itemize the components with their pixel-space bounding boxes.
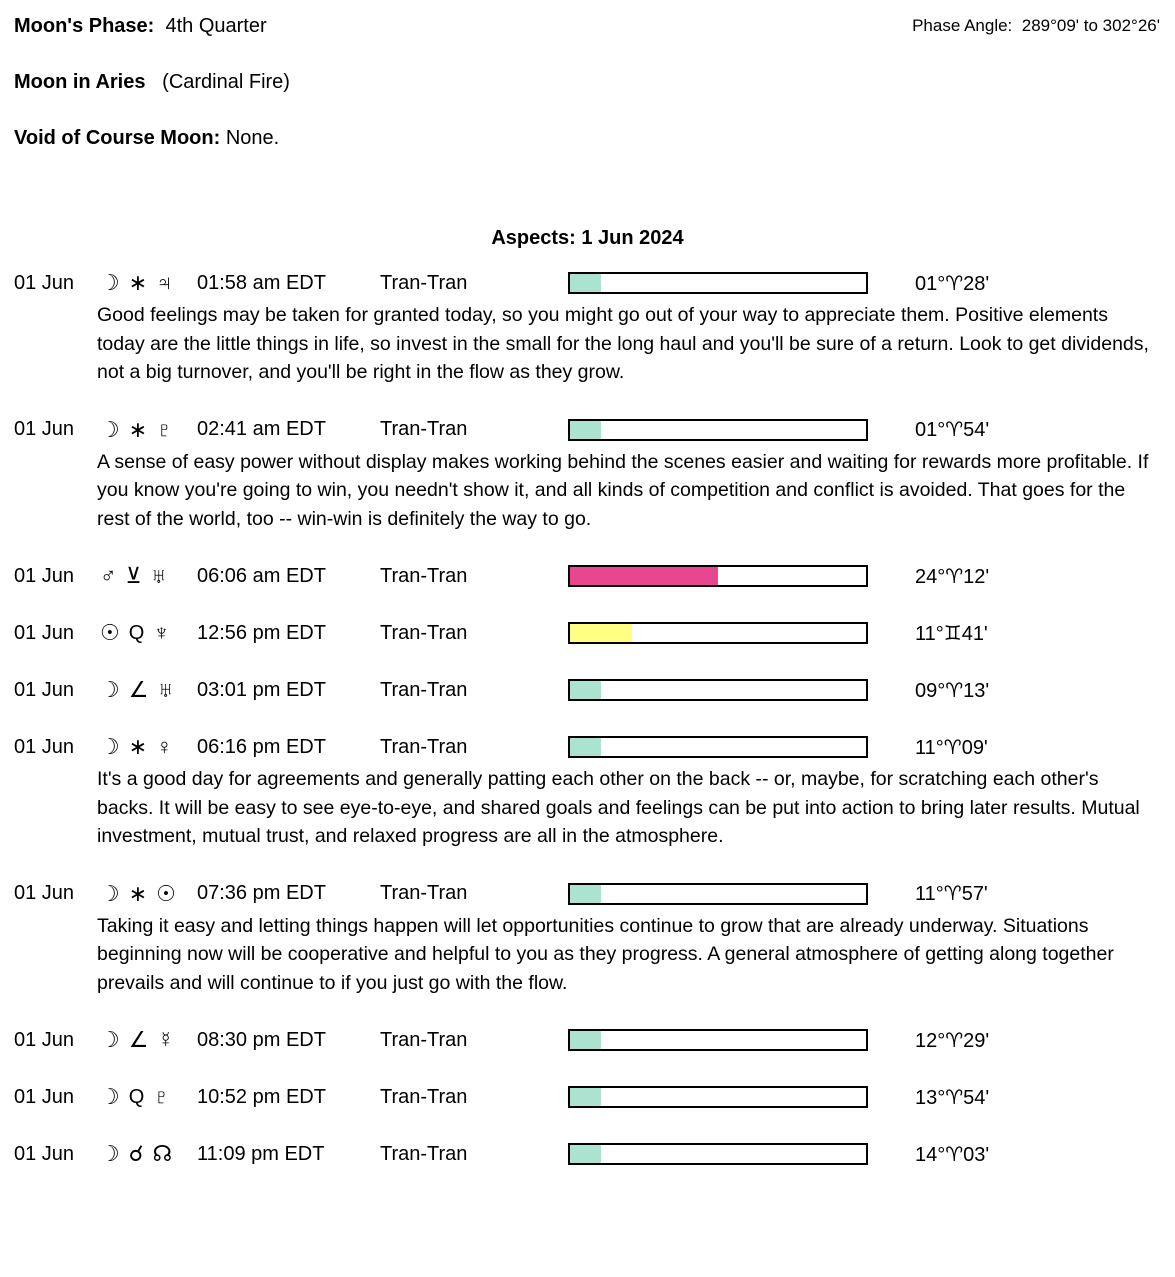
aspect-glyphs bbox=[100, 622, 197, 644]
aspect-row bbox=[14, 269, 1161, 297]
orb-bar bbox=[568, 1029, 868, 1051]
aspect-type: Tran-Tran bbox=[380, 735, 468, 758]
orb-bar-fill bbox=[570, 681, 601, 699]
jupiter-icon: ♃ bbox=[156, 270, 173, 295]
moon-icon: ☽ bbox=[100, 1027, 120, 1052]
pluto-icon: ♇ bbox=[153, 1084, 170, 1109]
aspect-description: Good feelings may be taken for granted today, so you might go out of your way to appreciate them. Positive elements today are the little things in life, so invest in the small for the long haul and you'll be sure of a return. Look to get dividends, not a big turnover, and you'll be right in the flow as they grow. bbox=[97, 304, 1149, 383]
orb-bar-fill bbox=[570, 274, 601, 292]
aspect-degree: 09°♈13' bbox=[915, 679, 990, 702]
aspect-glyphs bbox=[100, 1086, 197, 1108]
aspect-type: Tran-Tran bbox=[380, 1085, 468, 1108]
sun-icon: ☉ bbox=[156, 880, 176, 906]
moon-phase-value: 4th Quarter bbox=[165, 15, 267, 37]
aspect-type: Tran-Tran bbox=[380, 621, 468, 644]
aspect-type: Tran-Tran bbox=[380, 678, 468, 701]
aspect-entry bbox=[14, 1026, 1161, 1054]
aspect-degree: 13°♈54' bbox=[915, 1086, 990, 1109]
orb-bar bbox=[568, 272, 868, 294]
aspect-type: Tran-Tran bbox=[380, 882, 468, 904]
phase-angle-label: Phase Angle: bbox=[912, 16, 1013, 35]
spacer bbox=[154, 15, 165, 37]
orb-bar bbox=[568, 622, 868, 644]
aspect-glyphs bbox=[100, 565, 197, 587]
aspect-date: 01 Jun bbox=[14, 735, 75, 758]
phase-angle-spacer bbox=[1012, 16, 1021, 35]
aspect-row bbox=[14, 1083, 1161, 1111]
mars-icon: ♂ bbox=[100, 563, 117, 588]
aspect-time: 10:52 pm EDT bbox=[197, 1085, 326, 1108]
aspect-time: 03:01 pm EDT bbox=[197, 678, 326, 701]
aspect-glyphs bbox=[100, 880, 197, 906]
aspect-date: 01 Jun bbox=[14, 621, 75, 644]
aspect-date: 01 Jun bbox=[14, 882, 75, 904]
aspect-degree: 01°♈54' bbox=[915, 419, 990, 441]
phase-angle bbox=[912, 12, 1160, 40]
aspect-time: 11:09 pm EDT bbox=[197, 1142, 325, 1165]
aspect-degree: 01°♈28' bbox=[915, 272, 990, 295]
orb-bar bbox=[568, 679, 868, 701]
aspect-glyphs bbox=[100, 416, 197, 442]
sextile-icon: ∗ bbox=[128, 880, 148, 906]
aspect-description: Taking it easy and letting things happen will let opportunities continue to grow that are already underway. Situations beginning now will be cooperative and helpful to you as they progress. A general atmosphere of getting along together prevails and will continue to if you just go with the flow. bbox=[97, 914, 1114, 994]
aspect-type: Tran-Tran bbox=[380, 418, 468, 440]
conjunction-icon: ☌ bbox=[128, 1141, 144, 1166]
aspect-description: A sense of easy power without display makes working behind the scenes easier and waiting for rewards more profitable. If you know you're going to win, you needn't show it, and all kinds of competition and conflict is avoided. That goes for the rest of the world, too -- win-win is definitely the way to go. bbox=[97, 450, 1149, 530]
orb-bar bbox=[568, 883, 868, 905]
aspect-type: Tran-Tran bbox=[380, 271, 468, 294]
uranus-icon: ♅ bbox=[150, 563, 168, 588]
orb-bar-fill bbox=[570, 1088, 601, 1106]
moon-icon: ☽ bbox=[100, 880, 120, 906]
semisextile-icon: ⊻ bbox=[125, 563, 142, 588]
aspect-date: 01 Jun bbox=[14, 678, 75, 701]
aspect-glyphs bbox=[100, 1143, 197, 1165]
pluto-icon: ♇ bbox=[156, 416, 173, 442]
orb-bar bbox=[568, 419, 868, 441]
moon-icon: ☽ bbox=[100, 416, 120, 442]
aspect-entry bbox=[14, 269, 1161, 387]
moon-sign-label: Moon in Aries bbox=[14, 71, 146, 93]
aspect-type: Tran-Tran bbox=[380, 564, 468, 587]
aspect-date: 01 Jun bbox=[14, 271, 75, 294]
aspect-glyphs bbox=[100, 272, 197, 294]
orb-bar-fill bbox=[570, 421, 601, 439]
moon-icon: ☽ bbox=[100, 734, 120, 759]
aspect-entry bbox=[14, 619, 1161, 647]
semisquare-icon: ∠ bbox=[128, 677, 149, 702]
orb-bar bbox=[568, 565, 868, 587]
void-of-course-value: None. bbox=[225, 127, 280, 149]
aspect-entry bbox=[14, 562, 1161, 590]
orb-bar-fill bbox=[570, 1145, 601, 1163]
orb-bar-fill bbox=[570, 567, 718, 585]
neptune-icon: ♆ bbox=[153, 620, 170, 645]
aspect-row bbox=[14, 619, 1161, 647]
aspect-time: 12:56 pm EDT bbox=[197, 621, 326, 644]
orb-bar bbox=[568, 736, 868, 758]
aspect-time: 08:30 pm EDT bbox=[197, 1028, 326, 1051]
orb-bar-fill bbox=[570, 885, 601, 903]
orb-bar-fill bbox=[570, 624, 632, 642]
aspect-type: Tran-Tran bbox=[380, 1142, 468, 1165]
sun-icon: ☉ bbox=[100, 620, 120, 645]
aspect-degree: 11°♈57' bbox=[915, 883, 988, 905]
phase-angle-value: 289°09' to 302°26' bbox=[1021, 16, 1160, 35]
semisquare-icon: ∠ bbox=[128, 1027, 149, 1052]
aspect-row bbox=[14, 733, 1161, 761]
aspect-glyphs bbox=[100, 679, 197, 701]
aspect-date: 01 Jun bbox=[14, 1028, 75, 1051]
orb-bar-fill bbox=[570, 1031, 601, 1049]
aspect-row bbox=[14, 1140, 1161, 1168]
aspect-glyphs bbox=[100, 736, 197, 758]
moon-icon: ☽ bbox=[100, 677, 120, 702]
aspect-description: It's a good day for agreements and generally patting each other on the back -- or, maybe, for scratching each other's backs. It will be easy to see eye-to-eye, and shared goals and feelings can be put into action to bring later results. Mutual investment, mutual trust, and relaxed progress are all in the atmosphere. bbox=[97, 768, 1140, 847]
aspect-time: 07:36 pm EDT bbox=[197, 882, 326, 904]
aspect-row bbox=[14, 416, 1161, 444]
uranus-icon: ♅ bbox=[157, 677, 174, 702]
aspect-entry bbox=[14, 1140, 1161, 1168]
aspect-entry bbox=[14, 676, 1161, 704]
aspect-degree: 24°♈12' bbox=[915, 565, 990, 588]
void-of-course-line bbox=[14, 124, 1161, 152]
quintile-icon: Q bbox=[128, 1086, 145, 1108]
aspect-date: 01 Jun bbox=[14, 564, 75, 587]
aspect-degree: 14°♈03' bbox=[915, 1143, 990, 1166]
aspect-entry bbox=[14, 1083, 1161, 1111]
quintile-icon: Q bbox=[128, 622, 145, 644]
aspect-date: 01 Jun bbox=[14, 1085, 75, 1108]
aspect-type: Tran-Tran bbox=[380, 1028, 468, 1051]
void-of-course-label: Void of Course Moon: bbox=[14, 127, 221, 149]
aspect-entry bbox=[14, 416, 1161, 534]
aspect-time: 06:16 pm EDT bbox=[197, 735, 326, 758]
moon-icon: ☽ bbox=[100, 1141, 120, 1166]
moon-sign-value: (Cardinal Fire) bbox=[162, 71, 290, 93]
aspect-row bbox=[14, 880, 1161, 908]
aspect-glyphs bbox=[100, 1029, 197, 1051]
moon-phase-label: Moon's Phase: bbox=[14, 15, 155, 37]
sextile-icon: ∗ bbox=[128, 734, 148, 759]
orb-bar-fill bbox=[570, 738, 601, 756]
aspect-time: 06:06 am EDT bbox=[197, 564, 326, 587]
moon-icon: ☽ bbox=[100, 270, 120, 295]
aspects-title: Aspects: 1 Jun 2024 bbox=[491, 227, 684, 249]
orb-bar bbox=[568, 1086, 868, 1108]
aspect-time: 02:41 am EDT bbox=[197, 418, 326, 440]
sextile-icon: ∗ bbox=[128, 416, 148, 442]
venus-icon: ♀ bbox=[156, 734, 173, 759]
aspect-date: 01 Jun bbox=[14, 418, 75, 440]
aspect-row bbox=[14, 676, 1161, 704]
aspect-degree: 11°♊41' bbox=[915, 622, 988, 645]
aspect-row bbox=[14, 1026, 1161, 1054]
spacer bbox=[145, 71, 162, 93]
sextile-icon: ∗ bbox=[128, 270, 148, 295]
aspect-row bbox=[14, 562, 1161, 590]
moon-sign-line bbox=[14, 68, 1161, 96]
aspect-entry bbox=[14, 880, 1161, 998]
moon-icon: ☽ bbox=[100, 1084, 120, 1109]
aspect-date: 01 Jun bbox=[14, 1142, 75, 1165]
aspect-time: 01:58 am EDT bbox=[197, 271, 326, 294]
orb-bar bbox=[568, 1143, 868, 1165]
aspect-degree: 12°♈29' bbox=[915, 1029, 990, 1052]
north-node-icon: ☊ bbox=[152, 1141, 173, 1166]
mercury-icon: ☿ bbox=[157, 1027, 174, 1052]
aspect-degree: 11°♈09' bbox=[915, 736, 988, 759]
aspect-entry bbox=[14, 733, 1161, 851]
